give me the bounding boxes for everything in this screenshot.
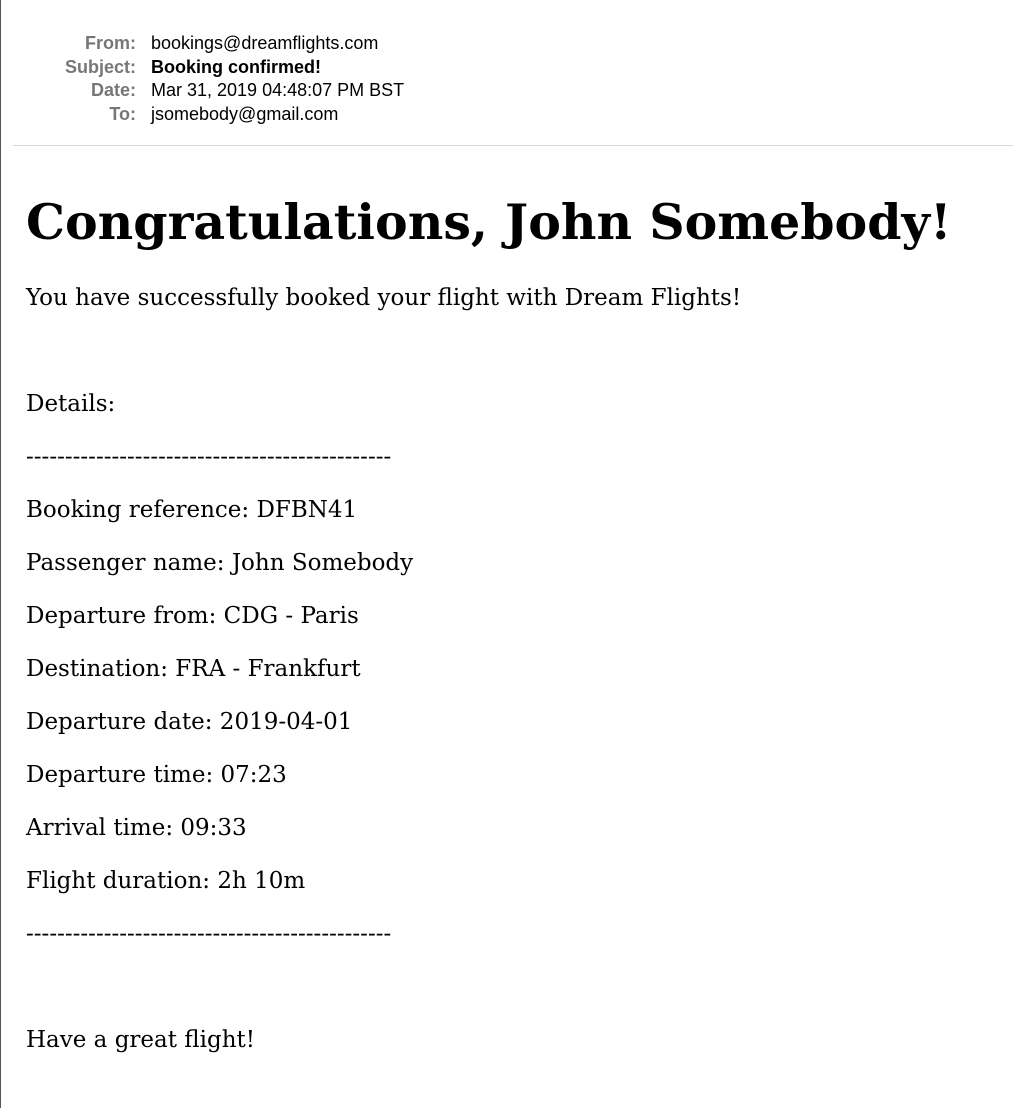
from-row bbox=[1, 32, 1013, 56]
date-label: Date: bbox=[90, 80, 136, 100]
flight-duration: Flight duration: 2h 10m bbox=[26, 868, 306, 894]
separator-top: ----------------------------------------------- bbox=[26, 444, 392, 470]
date-value: Mar 31, 2019 04:48:07 PM BST bbox=[151, 80, 405, 100]
from-label: From: bbox=[85, 33, 136, 53]
to-value: jsomebody@gmail.com bbox=[151, 103, 339, 124]
closing-text: Have a great flight! bbox=[26, 1027, 256, 1053]
date-row bbox=[1, 79, 1013, 103]
subject-value: Booking confirmed! bbox=[151, 56, 321, 77]
destination: Destination: FRA - Frankfurt bbox=[26, 656, 361, 682]
departure-date: Departure date: 2019-04-01 bbox=[26, 709, 353, 735]
subject-row bbox=[1, 56, 1013, 80]
email-header bbox=[1, 32, 1013, 126]
separator-bottom: ----------------------------------------------- bbox=[26, 921, 392, 947]
to-label: To: bbox=[109, 103, 136, 124]
header-divider bbox=[13, 145, 1013, 146]
booking-reference: Booking reference: DFBN41 bbox=[26, 497, 358, 523]
headline: Congratulations, John Somebody! bbox=[26, 193, 952, 251]
details-label: Details: bbox=[26, 391, 116, 417]
departure-time: Departure time: 07:23 bbox=[26, 762, 287, 788]
intro-text: You have successfully booked your flight with Dream Flights! bbox=[26, 285, 742, 311]
from-value: bookings@dreamflights.com bbox=[151, 33, 379, 53]
departure-from: Departure from: CDG - Paris bbox=[26, 603, 359, 629]
passenger-name: Passenger name: John Somebody bbox=[26, 550, 414, 576]
arrival-time: Arrival time: 09:33 bbox=[26, 815, 247, 841]
subject-label: Subject: bbox=[64, 56, 136, 77]
email-body bbox=[26, 190, 1003, 1053]
to-row bbox=[1, 103, 1013, 127]
